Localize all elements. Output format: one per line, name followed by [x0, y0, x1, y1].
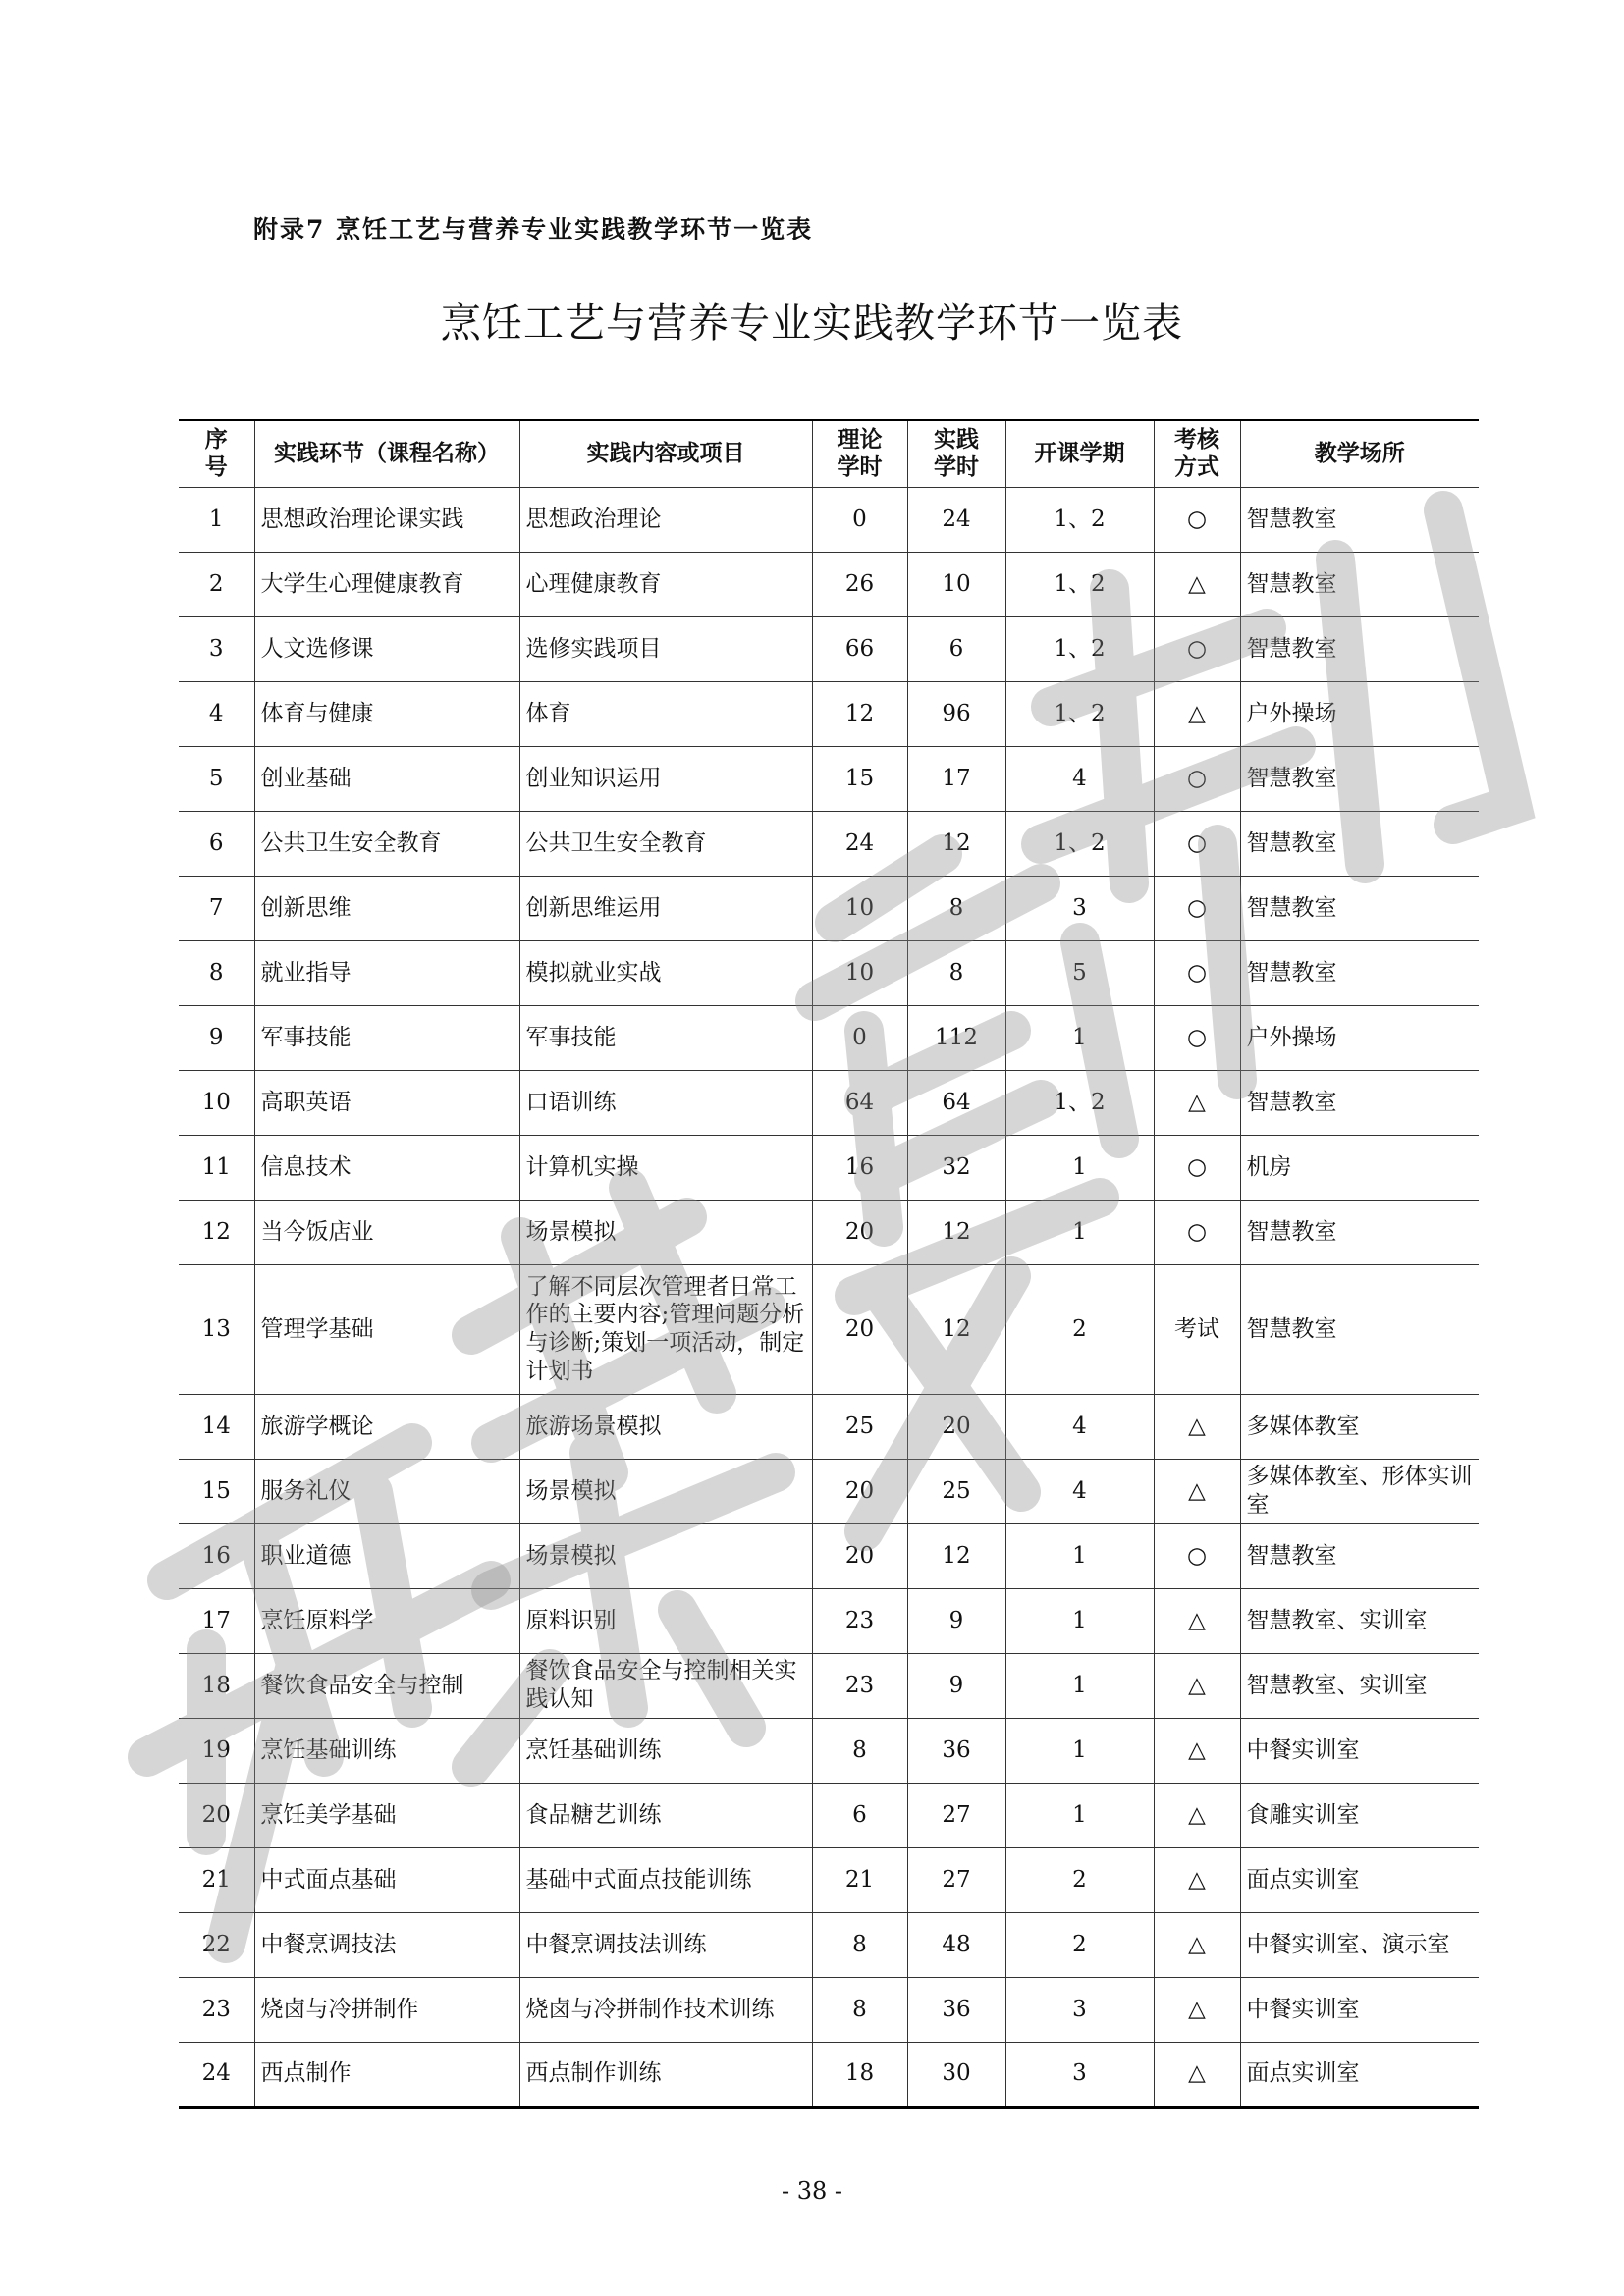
cell-assessment: ○ [1154, 487, 1240, 552]
cell-semester: 2 [1005, 1264, 1154, 1394]
cell-assessment: ○ [1154, 1200, 1240, 1264]
cell-content: 创新思维运用 [519, 876, 812, 940]
cell-assessment: △ [1154, 1783, 1240, 1847]
table-row [179, 1588, 1479, 1653]
cell-course: 旅游学概论 [254, 1394, 519, 1459]
table-row [179, 1523, 1479, 1588]
cell-venue: 智慧教室、实训室 [1240, 1653, 1479, 1718]
cell-course: 管理学基础 [254, 1264, 519, 1394]
cell-course: 职业道德 [254, 1523, 519, 1588]
cell-no: 1 [179, 487, 254, 552]
practice-table [179, 419, 1479, 2109]
cell-content: 场景模拟 [519, 1523, 812, 1588]
cell-theory: 66 [812, 616, 907, 681]
cell-course: 餐饮食品安全与控制 [254, 1653, 519, 1718]
cell-semester: 1、2 [1005, 1070, 1154, 1135]
cell-theory: 8 [812, 1912, 907, 1977]
cell-course: 烹饪基础训练 [254, 1718, 519, 1783]
cell-venue: 户外操场 [1240, 681, 1479, 746]
cell-practice: 12 [907, 1200, 1005, 1264]
cell-venue: 中餐实训室 [1240, 1718, 1479, 1783]
cell-content: 思想政治理论 [519, 487, 812, 552]
cell-practice: 20 [907, 1394, 1005, 1459]
cell-practice: 96 [907, 681, 1005, 746]
cell-venue: 智慧教室 [1240, 811, 1479, 876]
cell-semester: 1、2 [1005, 811, 1154, 876]
cell-venue: 中餐实训室 [1240, 1977, 1479, 2042]
cell-semester: 3 [1005, 1977, 1154, 2042]
cell-content: 选修实践项目 [519, 616, 812, 681]
cell-venue: 智慧教室 [1240, 746, 1479, 811]
cell-practice: 12 [907, 1523, 1005, 1588]
cell-assessment: △ [1154, 1394, 1240, 1459]
cell-practice: 36 [907, 1977, 1005, 2042]
cell-venue: 多媒体教室、形体实训室 [1240, 1459, 1479, 1523]
cell-theory: 20 [812, 1200, 907, 1264]
cell-venue: 多媒体教室 [1240, 1394, 1479, 1459]
cell-theory: 24 [812, 811, 907, 876]
cell-practice: 32 [907, 1135, 1005, 1200]
cell-assessment: ○ [1154, 1523, 1240, 1588]
cell-course: 中餐烹调技法 [254, 1912, 519, 1977]
table-row [179, 1200, 1479, 1264]
cell-assessment: △ [1154, 1718, 1240, 1783]
cell-content: 西点制作训练 [519, 2042, 812, 2107]
page-number: - 38 - [781, 2177, 842, 2205]
table-row [179, 1653, 1479, 1718]
cell-assessment: △ [1154, 1653, 1240, 1718]
cell-content: 心理健康教育 [519, 552, 812, 616]
cell-venue: 中餐实训室、演示室 [1240, 1912, 1479, 1977]
cell-content: 了解不同层次管理者日常工作的主要内容;管理问题分析与诊断;策划一项活动，制定计划书 [519, 1264, 812, 1394]
cell-theory: 20 [812, 1459, 907, 1523]
header-no: 序号 [179, 420, 254, 487]
cell-semester: 2 [1005, 1847, 1154, 1912]
cell-assessment: △ [1154, 681, 1240, 746]
cell-no: 6 [179, 811, 254, 876]
cell-theory: 16 [812, 1135, 907, 1200]
table-row [179, 811, 1479, 876]
cell-content: 基础中式面点技能训练 [519, 1847, 812, 1912]
cell-assessment: ○ [1154, 616, 1240, 681]
cell-practice: 27 [907, 1847, 1005, 1912]
cell-venue: 机房 [1240, 1135, 1479, 1200]
cell-semester: 1 [1005, 1200, 1154, 1264]
cell-venue: 智慧教室、实训室 [1240, 1588, 1479, 1653]
cell-no: 18 [179, 1653, 254, 1718]
cell-theory: 18 [812, 2042, 907, 2107]
cell-no: 21 [179, 1847, 254, 1912]
cell-practice: 8 [907, 876, 1005, 940]
cell-semester: 3 [1005, 876, 1154, 940]
cell-semester: 1、2 [1005, 616, 1154, 681]
cell-practice: 36 [907, 1718, 1005, 1783]
cell-content: 食品糖艺训练 [519, 1783, 812, 1847]
cell-content: 原料识别 [519, 1588, 812, 1653]
cell-semester: 1 [1005, 1718, 1154, 1783]
cell-practice: 6 [907, 616, 1005, 681]
cell-practice: 8 [907, 940, 1005, 1005]
cell-course: 西点制作 [254, 2042, 519, 2107]
cell-theory: 6 [812, 1783, 907, 1847]
cell-semester: 2 [1005, 1912, 1154, 1977]
cell-course: 烧卤与冷拼制作 [254, 1977, 519, 2042]
cell-venue: 智慧教室 [1240, 876, 1479, 940]
cell-no: 7 [179, 876, 254, 940]
cell-theory: 26 [812, 552, 907, 616]
cell-content: 旅游场景模拟 [519, 1394, 812, 1459]
cell-theory: 8 [812, 1977, 907, 2042]
cell-course: 思想政治理论课实践 [254, 487, 519, 552]
cell-no: 17 [179, 1588, 254, 1653]
cell-assessment: ○ [1154, 876, 1240, 940]
table-row [179, 1783, 1479, 1847]
cell-practice: 112 [907, 1005, 1005, 1070]
header-venue: 教学场所 [1240, 420, 1479, 487]
cell-content: 公共卫生安全教育 [519, 811, 812, 876]
cell-theory: 8 [812, 1718, 907, 1783]
cell-content: 餐饮食品安全与控制相关实践认知 [519, 1653, 812, 1718]
cell-venue: 智慧教室 [1240, 552, 1479, 616]
cell-content: 场景模拟 [519, 1200, 812, 1264]
cell-venue: 智慧教室 [1240, 1523, 1479, 1588]
cell-assessment: △ [1154, 1912, 1240, 1977]
cell-no: 19 [179, 1718, 254, 1783]
cell-theory: 0 [812, 1005, 907, 1070]
table-row [179, 1135, 1479, 1200]
cell-no: 2 [179, 552, 254, 616]
cell-no: 8 [179, 940, 254, 1005]
cell-semester: 5 [1005, 940, 1154, 1005]
cell-course: 高职英语 [254, 1070, 519, 1135]
cell-no: 24 [179, 2042, 254, 2107]
table-row [179, 1718, 1479, 1783]
cell-assessment: △ [1154, 1977, 1240, 2042]
cell-venue: 食雕实训室 [1240, 1783, 1479, 1847]
cell-course: 人文选修课 [254, 616, 519, 681]
cell-venue: 智慧教室 [1240, 487, 1479, 552]
table-row [179, 746, 1479, 811]
cell-content: 体育 [519, 681, 812, 746]
table-row [179, 552, 1479, 616]
cell-venue: 智慧教室 [1240, 1200, 1479, 1264]
cell-assessment: ○ [1154, 811, 1240, 876]
table-row [179, 876, 1479, 940]
cell-semester: 1 [1005, 1653, 1154, 1718]
table-row [179, 1394, 1479, 1459]
cell-course: 军事技能 [254, 1005, 519, 1070]
cell-no: 16 [179, 1523, 254, 1588]
header-content: 实践内容或项目 [519, 420, 812, 487]
cell-assessment: ○ [1154, 1135, 1240, 1200]
cell-assessment: △ [1154, 1847, 1240, 1912]
cell-theory: 20 [812, 1523, 907, 1588]
cell-assessment: ○ [1154, 746, 1240, 811]
cell-theory: 25 [812, 1394, 907, 1459]
cell-practice: 64 [907, 1070, 1005, 1135]
cell-semester: 3 [1005, 2042, 1154, 2107]
cell-content: 烧卤与冷拼制作技术训练 [519, 1977, 812, 2042]
table-row [179, 487, 1479, 552]
cell-course: 当今饭店业 [254, 1200, 519, 1264]
cell-theory: 10 [812, 876, 907, 940]
cell-semester: 1、2 [1005, 552, 1154, 616]
cell-theory: 0 [812, 487, 907, 552]
cell-practice: 24 [907, 487, 1005, 552]
table-row [179, 1264, 1479, 1394]
cell-no: 3 [179, 616, 254, 681]
cell-no: 23 [179, 1977, 254, 2042]
table-row [179, 2042, 1479, 2107]
cell-no: 5 [179, 746, 254, 811]
table-row [179, 940, 1479, 1005]
table-row [179, 1912, 1479, 1977]
cell-theory: 10 [812, 940, 907, 1005]
cell-venue: 智慧教室 [1240, 940, 1479, 1005]
cell-semester: 1 [1005, 1588, 1154, 1653]
cell-course: 中式面点基础 [254, 1847, 519, 1912]
cell-no: 9 [179, 1005, 254, 1070]
cell-no: 10 [179, 1070, 254, 1135]
cell-content: 中餐烹调技法训练 [519, 1912, 812, 1977]
cell-no: 11 [179, 1135, 254, 1200]
table-row [179, 1005, 1479, 1070]
cell-no: 12 [179, 1200, 254, 1264]
cell-venue: 智慧教室 [1240, 1264, 1479, 1394]
table-row [179, 1070, 1479, 1135]
cell-course: 公共卫生安全教育 [254, 811, 519, 876]
cell-practice: 30 [907, 2042, 1005, 2107]
cell-course: 体育与健康 [254, 681, 519, 746]
cell-content: 计算机实操 [519, 1135, 812, 1200]
cell-venue: 智慧教室 [1240, 1070, 1479, 1135]
header-practice: 实践学时 [907, 420, 1005, 487]
cell-course: 服务礼仪 [254, 1459, 519, 1523]
cell-theory: 23 [812, 1653, 907, 1718]
cell-semester: 1、2 [1005, 487, 1154, 552]
cell-practice: 48 [907, 1912, 1005, 1977]
cell-theory: 20 [812, 1264, 907, 1394]
cell-no: 13 [179, 1264, 254, 1394]
cell-course: 大学生心理健康教育 [254, 552, 519, 616]
cell-content: 模拟就业实战 [519, 940, 812, 1005]
cell-semester: 4 [1005, 746, 1154, 811]
cell-venue: 面点实训室 [1240, 2042, 1479, 2107]
cell-practice: 12 [907, 811, 1005, 876]
cell-practice: 25 [907, 1459, 1005, 1523]
header-course: 实践环节（课程名称） [254, 420, 519, 487]
table-row [179, 1977, 1479, 2042]
cell-assessment: △ [1154, 1459, 1240, 1523]
cell-no: 22 [179, 1912, 254, 1977]
cell-theory: 12 [812, 681, 907, 746]
cell-course: 烹饪原料学 [254, 1588, 519, 1653]
cell-no: 20 [179, 1783, 254, 1847]
cell-no: 14 [179, 1394, 254, 1459]
cell-assessment: △ [1154, 1588, 1240, 1653]
cell-assessment: ○ [1154, 940, 1240, 1005]
header-theory: 理论学时 [812, 420, 907, 487]
cell-assessment: △ [1154, 1070, 1240, 1135]
cell-semester: 1、2 [1005, 681, 1154, 746]
header-semester: 开课学期 [1005, 420, 1154, 487]
cell-theory: 64 [812, 1070, 907, 1135]
cell-practice: 9 [907, 1653, 1005, 1718]
cell-theory: 23 [812, 1588, 907, 1653]
cell-semester: 4 [1005, 1459, 1154, 1523]
cell-course: 创新思维 [254, 876, 519, 940]
cell-semester: 1 [1005, 1135, 1154, 1200]
cell-content: 军事技能 [519, 1005, 812, 1070]
cell-semester: 1 [1005, 1523, 1154, 1588]
table-row [179, 681, 1479, 746]
cell-practice: 10 [907, 552, 1005, 616]
cell-assessment: 考试 [1154, 1264, 1240, 1394]
cell-course: 创业基础 [254, 746, 519, 811]
cell-venue: 面点实训室 [1240, 1847, 1479, 1912]
cell-semester: 1 [1005, 1005, 1154, 1070]
cell-content: 场景模拟 [519, 1459, 812, 1523]
cell-theory: 15 [812, 746, 907, 811]
page-title: 烹饪工艺与营养专业实践教学环节一览表 [441, 299, 1183, 347]
cell-practice: 12 [907, 1264, 1005, 1394]
cell-assessment: △ [1154, 2042, 1240, 2107]
cell-assessment: ○ [1154, 1005, 1240, 1070]
cell-semester: 1 [1005, 1783, 1154, 1847]
cell-venue: 智慧教室 [1240, 616, 1479, 681]
cell-no: 15 [179, 1459, 254, 1523]
cell-practice: 17 [907, 746, 1005, 811]
cell-course: 信息技术 [254, 1135, 519, 1200]
cell-content: 烹饪基础训练 [519, 1718, 812, 1783]
cell-content: 口语训练 [519, 1070, 812, 1135]
cell-practice: 9 [907, 1588, 1005, 1653]
cell-semester: 4 [1005, 1394, 1154, 1459]
table-row [179, 616, 1479, 681]
cell-assessment: △ [1154, 552, 1240, 616]
cell-practice: 27 [907, 1783, 1005, 1847]
cell-no: 4 [179, 681, 254, 746]
cell-theory: 21 [812, 1847, 907, 1912]
cell-course: 烹饪美学基础 [254, 1783, 519, 1847]
cell-course: 就业指导 [254, 940, 519, 1005]
cell-content: 创业知识运用 [519, 746, 812, 811]
cell-venue: 户外操场 [1240, 1005, 1479, 1070]
header-assessment: 考核方式 [1154, 420, 1240, 487]
table-row [179, 1459, 1479, 1523]
table-row [179, 1847, 1479, 1912]
header-row [179, 420, 1479, 487]
appendix-heading: 附录7 烹饪工艺与营养专业实践教学环节一览表 [253, 215, 814, 243]
